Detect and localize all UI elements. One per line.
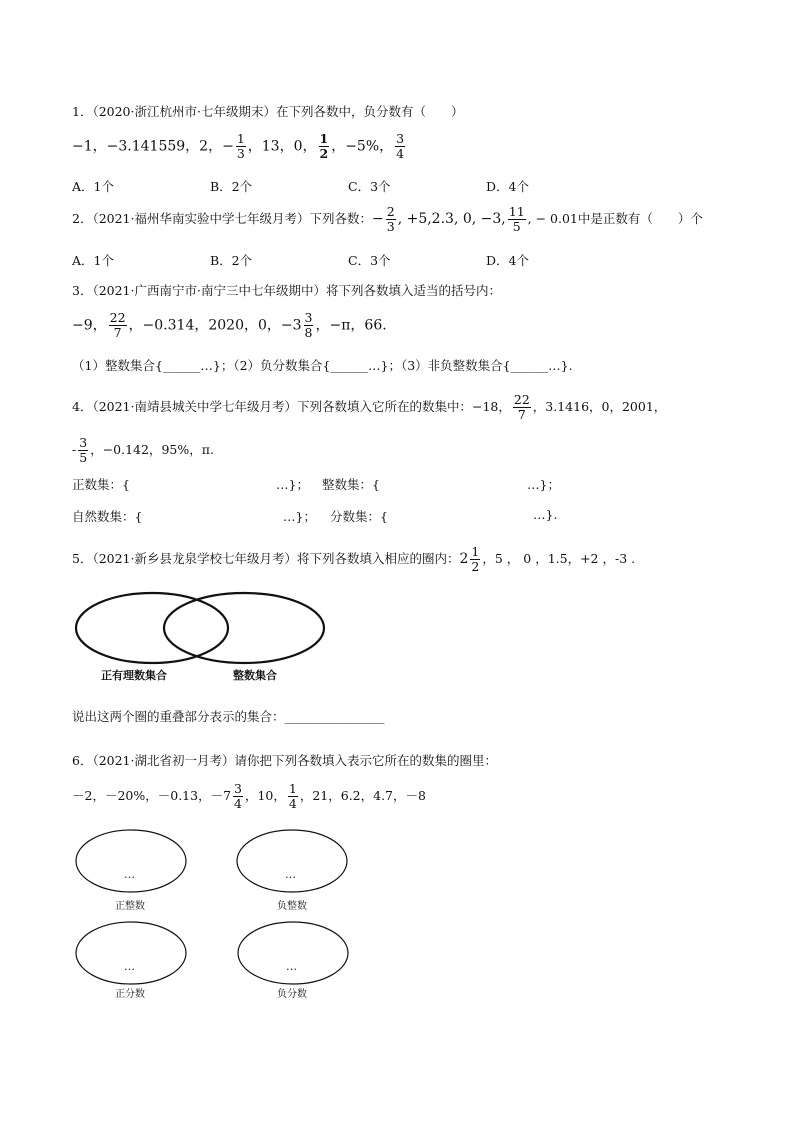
q6-label-negative-fraction: 负分数 — [277, 989, 307, 1000]
q1-option-c: C．3个 — [348, 179, 391, 194]
q3-frac1: $\frac{22}{7}$ — [109, 310, 126, 340]
q1-stem: 1．（2020·浙江杭州市·七年级期末）在下列各数中，负分数有（ ） — [72, 104, 464, 119]
q4-stem: 4．（2021·南靖县城关中学七年级月考）下列各数填入它所在的数集中：−18， — [72, 399, 511, 414]
q6-frac1: $\frac{3}{4}$ — [234, 781, 242, 811]
q4-natural-set-end: …}； — [283, 509, 316, 524]
q1-option-a: A．1个 — [72, 179, 114, 194]
q4-fraction-set-end: …}. — [533, 507, 558, 522]
q2-frac1-sign: − — [372, 211, 384, 227]
q6-post: ，21，6.2，4.7，－8 — [299, 788, 426, 803]
q6-pre: －2，－20%，－0.13，－7 — [72, 788, 232, 803]
q6-stem: 6．（2021·湖北省初一月考）请你把下列各数填入表示它所在的数集的圈里： — [72, 753, 497, 768]
q4-positive-set-end: …}； — [276, 477, 309, 492]
q4-positive-set-label: 正数集：{ — [72, 477, 130, 492]
q6-ellipsis-4: … — [286, 960, 297, 973]
venn-label-integer: 整数集合 — [233, 669, 277, 682]
q3-stem: 3．（2021·广西南宁市·南宁三中七年级期中）将下列各数填入适当的括号内： — [72, 283, 501, 298]
q2-mid: , +5,2.3, 0, −3, — [397, 211, 506, 227]
q5-overlap-question: 说出这两个圈的重叠部分表示的集合：________________ — [72, 709, 385, 724]
q2-option-c: C．3个 — [348, 253, 391, 268]
q1-frac1: $\frac{1}{3}$ — [236, 131, 245, 161]
q3-pre: −9， — [72, 317, 107, 334]
q2-option-a: A．1个 — [72, 253, 114, 268]
q4-frac2-sign: - — [72, 442, 77, 457]
q3-frac2: $\frac{3}{8}$ — [304, 310, 313, 340]
q2-frac1: $\frac{2}{3}$ — [386, 204, 395, 234]
q4-integer-set-label: 整数集：{ — [322, 477, 380, 492]
q2-tail: , − 0.01中是正数有（ ）个 — [527, 211, 703, 226]
q3-sets: （1）整数集合{______…}；（2）负分数集合{______…}；（3）非负整数集合{______…}. — [72, 358, 573, 373]
q6-ellipsis-3: … — [124, 960, 135, 973]
venn-right-ellipse — [164, 593, 324, 663]
q6-ellipsis-1: … — [124, 868, 135, 881]
q1-frac3: $\frac{3}{4}$ — [396, 131, 405, 161]
q6-label-positive-fraction: 正分数 — [115, 989, 145, 1000]
q6-ellipse-negative-fraction — [238, 922, 348, 984]
q6-ellipse-positive-integer — [76, 830, 186, 892]
q3-post: ，−π，66. — [315, 317, 387, 334]
q6-frac2: $\frac{1}{4}$ — [288, 781, 297, 811]
q4-integer-set-end: …}； — [527, 477, 560, 492]
q4-frac1: $\frac{22}{7}$ — [513, 392, 530, 422]
q4-stem-tail: ，3.1416，0，2001， — [532, 399, 667, 414]
q6-ellipsis-2: … — [285, 868, 296, 881]
q1-nums-post: ，−5%， — [331, 138, 394, 155]
q5-stem-tail: ，5 ， 0 ，1.5，+2 ，-3 . — [482, 551, 636, 566]
q6-ellipse-positive-fraction — [76, 922, 186, 984]
q6-ellipse-negative-integer — [237, 830, 347, 892]
q1-frac2: $\frac{1}{2}$ — [319, 131, 329, 161]
venn-label-positive-rational: 正有理数集合 — [101, 669, 167, 682]
venn-left-ellipse — [76, 593, 228, 663]
q6-label-positive-integer: 正整数 — [115, 901, 145, 912]
q2-frac2: $\frac{11}{5}$ — [508, 204, 525, 234]
q4-natural-set-label: 自然数集：{ — [72, 509, 143, 524]
q6-numbers — [72, 782, 426, 811]
q1-nums-pre: −1，−3.141559，2， — [72, 138, 223, 155]
q4-post: ，−0.142，95%，π. — [90, 442, 214, 457]
q6-label-negative-integer: 负整数 — [277, 901, 307, 912]
q4-fraction-set-label: 分数集：{ — [330, 509, 388, 524]
q1-nums-mid: ，13，0， — [247, 138, 317, 155]
q4-frac2: $\frac{3}{5}$ — [79, 435, 88, 465]
q3-mid: ，−0.314，2020，0，−3 — [128, 317, 302, 334]
q5-frac: $\frac{1}{2}$ — [471, 544, 480, 574]
q5-stem: 5．（2021·新乡县龙泉学校七年级月考）将下列各数填入相应的圈内： — [72, 551, 460, 566]
q2-option-d: D．4个 — [486, 253, 529, 268]
q2-stem: 2．（2021·福州华南实验中学七年级月考）下列各数： — [72, 211, 372, 226]
q2-option-b: B．2个 — [210, 253, 253, 268]
q6-mid: ，10， — [244, 788, 286, 803]
q1-option-b: B．2个 — [210, 179, 253, 194]
q5-mixed-whole: 2 — [459, 551, 469, 567]
q1-option-d: D．4个 — [486, 179, 529, 194]
q1-frac1-sign: − — [222, 138, 234, 155]
